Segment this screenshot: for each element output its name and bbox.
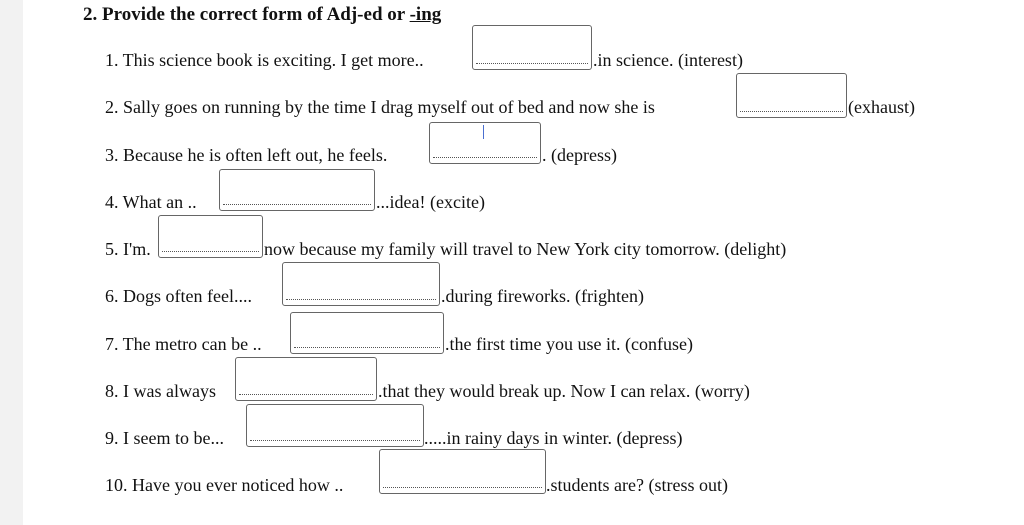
answer-field-5[interactable] bbox=[158, 215, 263, 258]
item-6-after: .during fireworks. (frighten) bbox=[441, 286, 644, 306]
item-7-after: .the first time you use it. (confuse) bbox=[445, 334, 693, 354]
item-8-before: 8. I was always bbox=[105, 381, 216, 401]
item-3-after: . (depress) bbox=[542, 145, 617, 165]
answer-field-9[interactable] bbox=[246, 404, 424, 447]
item-2-after: (exhaust) bbox=[848, 97, 915, 117]
answer-field-7[interactable] bbox=[290, 312, 444, 354]
item-8-after: .that they would break up. Now I can relax. (worry) bbox=[378, 381, 750, 401]
answer-field-2[interactable] bbox=[736, 73, 847, 118]
heading-text: Provide the correct form of Adj-ed or bbox=[102, 4, 405, 25]
heading-number: 2. bbox=[83, 4, 98, 25]
answer-field-4[interactable] bbox=[219, 169, 375, 211]
item-4-before: 4. What an .. bbox=[105, 192, 197, 212]
item-4-after: ...idea! (excite) bbox=[376, 192, 485, 212]
item-3-before: 3. Because he is often left out, he feels. bbox=[105, 145, 388, 165]
item-10-after: .students are? (stress out) bbox=[546, 475, 728, 495]
item-10-before: 10. Have you ever noticed how .. bbox=[105, 475, 344, 495]
item-7-before: 7. The metro can be .. bbox=[105, 334, 262, 354]
answer-field-3[interactable] bbox=[429, 122, 541, 164]
answer-field-6[interactable] bbox=[282, 262, 440, 306]
answer-field-1[interactable] bbox=[472, 25, 592, 70]
item-9-before: 9. I seem to be... bbox=[105, 428, 224, 448]
item-9-after: .....in rainy days in winter. (depress) bbox=[424, 428, 683, 448]
item-1-after: .in science. (interest) bbox=[593, 50, 743, 70]
item-5-before: 5. I'm. bbox=[105, 239, 151, 259]
answer-field-10[interactable] bbox=[379, 449, 546, 494]
item-6-before: 6. Dogs often feel.... bbox=[105, 286, 252, 306]
item-1-before: 1. This science book is exciting. I get more.. bbox=[105, 50, 424, 70]
item-2-before: 2. Sally goes on running by the time I drag myself out of bed and now she is bbox=[105, 97, 655, 117]
answer-field-8[interactable] bbox=[235, 357, 377, 401]
exercise-heading bbox=[83, 4, 441, 26]
text-cursor bbox=[483, 125, 484, 139]
heading-suffix: -ing bbox=[409, 4, 442, 25]
item-5-after: now because my family will travel to New York city tomorrow. (delight) bbox=[264, 239, 787, 259]
